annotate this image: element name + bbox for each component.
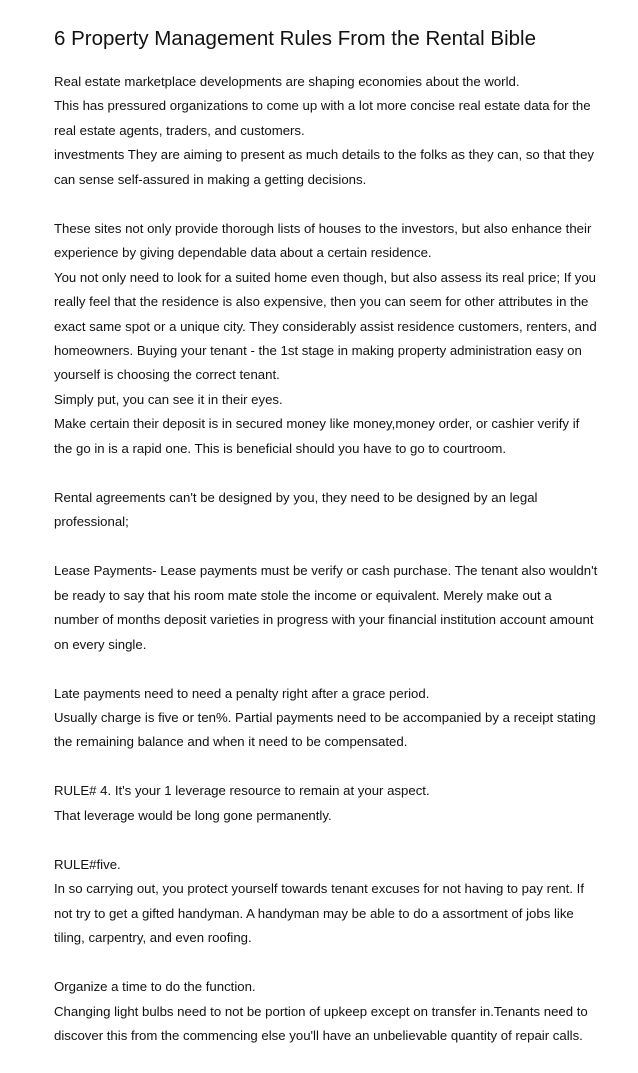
text-line: on every single. (54, 636, 147, 652)
document-title: 6 Property Management Rules From the Rental Bible (54, 27, 536, 50)
text-line: investments They are aiming to present as much details to the folks as they can, so that they (54, 147, 594, 163)
text-line: homeowners. Buying your tenant - the 1st stage in making property administration easy on (54, 343, 582, 359)
text-line: real estate agents, traders, and customers. (54, 122, 305, 138)
paragraph-rental-agreements (54, 486, 602, 535)
text-line: not try to get a gifted handyman. A handyman may be able to do a assortment of jobs like (54, 905, 574, 921)
text-line: In so carrying out, you protect yourself towards tenant excuses for not having to pay rent. If (54, 881, 584, 897)
text-line: Changing light bulbs need to not be portion of upkeep except on transfer in.Tenants need to (54, 1003, 588, 1019)
document-page (54, 26, 602, 1073)
paragraph-rule-5 (54, 853, 602, 951)
text-line: experience by giving dependable data about a certain residence. (54, 245, 432, 261)
text-line: You not only need to look for a suited home even though, but also assess its real price; If you (54, 269, 596, 285)
text-line: professional; (54, 514, 129, 530)
paragraph-sites (54, 217, 602, 462)
text-line: tiling, carpentry, and even roofing. (54, 930, 252, 946)
paragraph-rule-4 (54, 779, 602, 828)
text-line: Make certain their deposit is in secured money like money,money order, or cashier verify if (54, 416, 580, 432)
text-line: be ready to say that his room mate stole the income or equivalent. Merely make out a (54, 587, 552, 603)
text-line: number of months deposit varieties in progress with your financial institution account amount (54, 612, 594, 628)
text-line: This has pressured organizations to come up with a lot more concise real estate data for the (54, 98, 591, 114)
text-line: exact same spot or a unique city. They considerably assist residence customers, renters, and (54, 318, 597, 334)
text-line: discover this from the commencing else you'll have an unbelievable quantity of repair calls. (54, 1028, 583, 1043)
text-line: RULE#five. (54, 856, 121, 872)
text-line: Late payments need to need a penalty right after a grace period. (54, 685, 430, 701)
paragraph-organize (54, 975, 602, 1048)
text-line: RULE# 4. It's your 1 leverage resource to remain at your aspect. (54, 783, 430, 799)
text-line: Rental agreements can't be designed by you, they need to be designed by an legal (54, 489, 538, 505)
text-line: the remaining balance and when it need to be compensated. (54, 734, 408, 750)
text-line: really feel that the residence is also expensive, then you can seem for other attributes in the (54, 294, 589, 310)
text-line: Real estate marketplace developments are shaping economies about the world. (54, 74, 520, 89)
text-line: yourself is choosing the correct tenant. (54, 367, 280, 383)
text-line: Simply put, you can see it in their eyes. (54, 391, 283, 407)
text-line: These sites not only provide thorough lists of houses to the investors, but also enhance their (54, 220, 592, 236)
text-line: can sense self-assured in making a getting decisions. (54, 171, 367, 187)
text-line: Organize a time to do the function. (54, 979, 256, 995)
text-line: Usually charge is five or ten%. Partial payments need to be accompanied by a receipt stating (54, 709, 596, 725)
paragraph-lease-payments (54, 559, 602, 657)
text-line: Lease Payments- Lease payments must be verify or cash purchase. The tenant also wouldn't (54, 563, 598, 579)
paragraph-late-payments (54, 682, 602, 755)
text-line: That leverage would be long gone permanently. (54, 807, 332, 823)
text-line: the go in is a rapid one. This is beneficial should you have to go to courtroom. (54, 440, 507, 456)
paragraph-intro (54, 70, 602, 192)
